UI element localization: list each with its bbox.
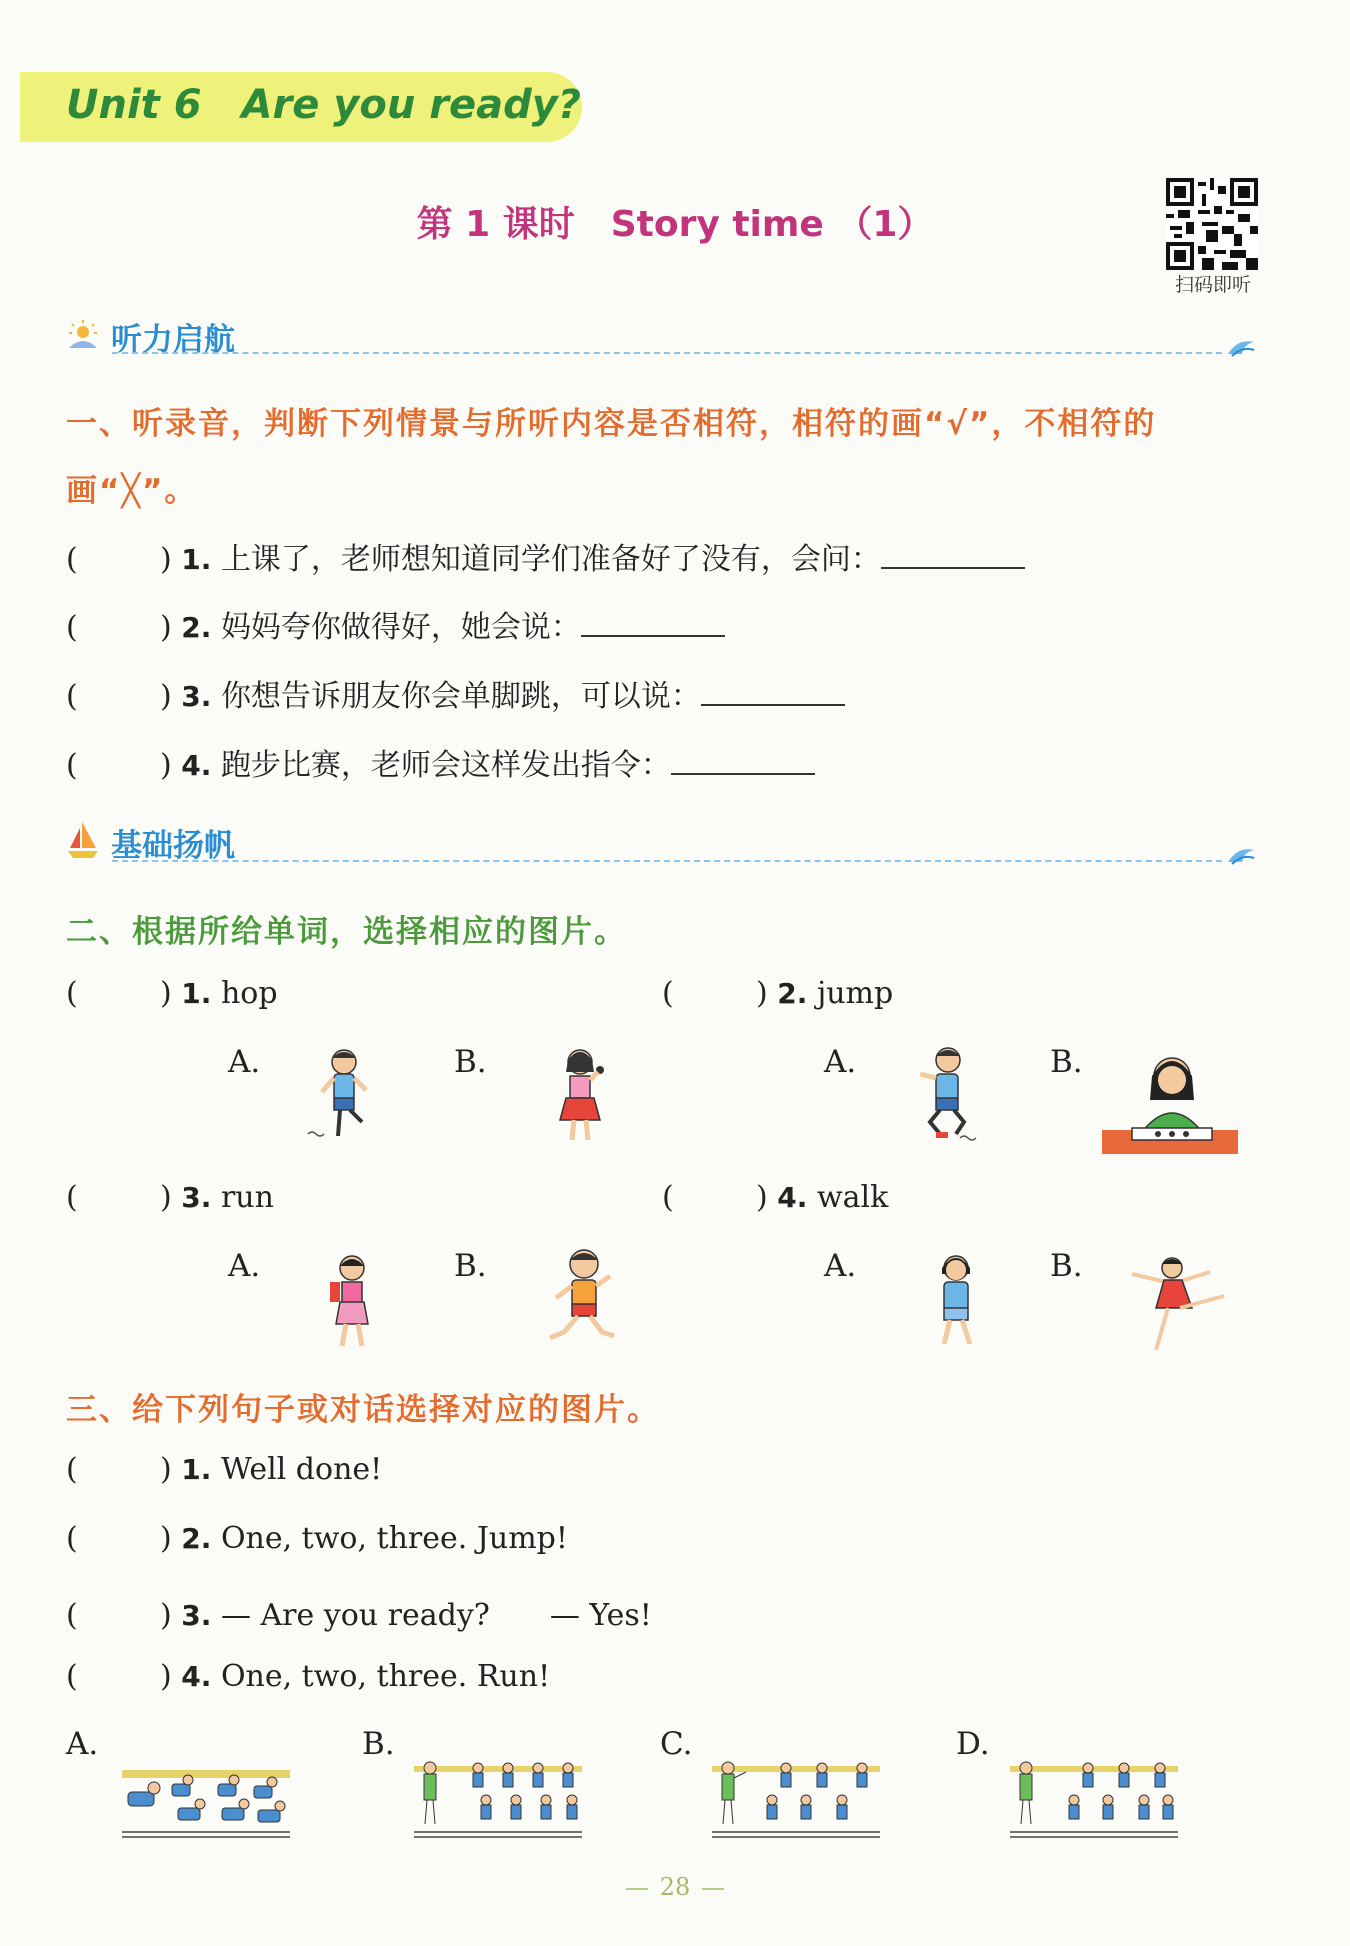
wave-icon (1226, 842, 1256, 866)
option-label: B. (1050, 1248, 1083, 1284)
option-label: B. (1050, 1044, 1083, 1080)
girl-dancing-picture[interactable] (1126, 1254, 1230, 1354)
unit-title: Are you ready? (241, 82, 581, 128)
qr-code-icon[interactable] (1166, 178, 1258, 270)
answer-paren-close: ) (160, 748, 172, 783)
wave-icon (1226, 334, 1256, 358)
kids-jumping-picture[interactable] (414, 1756, 582, 1844)
answer-paren-close: ) (756, 976, 768, 1011)
page-number: 28 (659, 1873, 691, 1901)
kids-ready-picture[interactable] (1010, 1756, 1178, 1844)
section-heading-basics: 基础扬帆 (111, 828, 235, 864)
item-number: 3. (181, 1181, 212, 1214)
answer-paren-close: ) (160, 542, 172, 577)
item-number: 4. (181, 749, 212, 782)
option-label: A. (824, 1248, 857, 1284)
kids-crouching-picture[interactable] (122, 1762, 290, 1844)
answer-paren-close: ) (160, 1452, 172, 1487)
option-label: A. (824, 1044, 857, 1080)
boy-hopping-picture[interactable] (300, 1044, 386, 1144)
girl-walking-blue-picture[interactable] (922, 1250, 992, 1354)
option-label: D. (956, 1726, 990, 1762)
item-word: walk (816, 1180, 889, 1215)
answer-paren-open[interactable]: ( (662, 976, 674, 1011)
unit-number: Unit 6 (66, 82, 202, 128)
sailboat-icon (66, 820, 100, 860)
page-footer (0, 1873, 1350, 1901)
q2-title: 二、根据所给单词，选择相应的图片。 (66, 914, 627, 950)
option-label: A. (228, 1044, 261, 1080)
item-text: One, two, three. Run! (220, 1659, 551, 1694)
option-label: A. (228, 1248, 261, 1284)
answer-blank[interactable] (881, 543, 1025, 569)
answer-blank[interactable] (671, 749, 815, 775)
answer-paren-close: ) (160, 976, 172, 1011)
boy-jumping-picture[interactable] (900, 1044, 988, 1144)
option-label: B. (454, 1248, 487, 1284)
item-number: 4. (777, 1181, 808, 1214)
unit-heading (66, 82, 581, 128)
section-heading-listening: 听力启航 (111, 322, 235, 358)
answer-paren-open[interactable]: ( (66, 748, 78, 783)
item-number: 2. (181, 1522, 212, 1555)
kids-running-picture[interactable] (712, 1756, 880, 1844)
answer-paren-open[interactable]: ( (66, 976, 78, 1011)
item-number: 1. (181, 543, 212, 576)
item-text: 上课了，老师想知道同学们准备好了没有，会问： (220, 542, 881, 577)
q1-item-1 (66, 534, 1025, 578)
q1-title-line1: 一、听录音，判断下列情景与所听内容是否相符，相符的画“√”，不相符的 (66, 406, 1157, 442)
q3-item-1 (66, 1452, 382, 1487)
answer-paren-close: ) (160, 610, 172, 645)
item-number: 3. (181, 1599, 212, 1632)
option-label: B. (454, 1044, 487, 1080)
house-sun-icon (66, 318, 100, 352)
answer-paren-close: ) (160, 1659, 172, 1694)
footer-rule (626, 1888, 648, 1890)
answer-paren-open[interactable]: ( (66, 679, 78, 714)
item-number: 4. (181, 1660, 212, 1693)
answer-paren-close: ) (160, 1180, 172, 1215)
section-divider (112, 352, 1222, 354)
q2-item-2 (662, 976, 893, 1011)
item-number: 1. (181, 1453, 212, 1486)
answer-paren-open[interactable]: ( (662, 1180, 674, 1215)
girl-drawing-picture[interactable] (1102, 1050, 1238, 1154)
option-label: B. (362, 1726, 395, 1762)
item-text: 跑步比赛，老师会这样发出指令： (220, 748, 671, 783)
answer-blank[interactable] (701, 680, 845, 706)
q3-title: 三、给下列句子或对话选择对应的图片。 (66, 1392, 660, 1428)
footer-rule (702, 1888, 724, 1890)
item-text: 你想告诉朋友你会单脚跳，可以说： (220, 679, 701, 714)
answer-paren-open[interactable]: ( (66, 542, 78, 577)
item-number: 2. (181, 611, 212, 644)
item-number: 2. (777, 977, 808, 1010)
answer-paren-open[interactable]: ( (66, 1598, 78, 1633)
item-number: 1. (181, 977, 212, 1010)
q1-item-4 (66, 740, 815, 784)
answer-paren-close: ) (160, 679, 172, 714)
answer-paren-open[interactable]: ( (66, 1659, 78, 1694)
q2-item-3 (66, 1180, 274, 1215)
q2-item-1 (66, 976, 278, 1011)
lesson-title: 第 1 课时 Story time （1） (416, 204, 934, 245)
girl-walking-picture[interactable] (318, 1250, 388, 1354)
answer-paren-open[interactable]: ( (66, 1180, 78, 1215)
item-text: — Are you ready? — Yes! (220, 1598, 652, 1633)
item-word: hop (220, 976, 278, 1011)
q2-item-4 (662, 1180, 888, 1215)
item-word: run (220, 1180, 274, 1215)
answer-paren-close: ) (756, 1180, 768, 1215)
answer-paren-close: ) (160, 1598, 172, 1633)
item-text: One, two, three. Jump! (220, 1521, 568, 1556)
item-word: jump (816, 976, 894, 1011)
item-text: Well done! (220, 1452, 383, 1487)
answer-paren-close: ) (160, 1521, 172, 1556)
item-number: 3. (181, 680, 212, 713)
boy-running-picture[interactable] (536, 1246, 626, 1354)
option-label: A. (66, 1726, 99, 1762)
option-label: C. (660, 1726, 693, 1762)
answer-paren-open[interactable]: ( (66, 610, 78, 645)
answer-paren-open[interactable]: ( (66, 1452, 78, 1487)
answer-blank[interactable] (581, 611, 725, 637)
q3-item-3 (66, 1590, 652, 1634)
answer-paren-open[interactable]: ( (66, 1521, 78, 1556)
q1-item-2 (66, 602, 725, 646)
q1-item-3 (66, 671, 845, 715)
q1-title-line2: 画“╳”。 (66, 473, 198, 509)
section-divider (112, 860, 1222, 862)
qr-label: 扫码即听 (1174, 274, 1251, 296)
q3-item-4 (66, 1659, 550, 1694)
q3-item-2 (66, 1521, 568, 1556)
girl-singing-picture[interactable] (540, 1044, 626, 1148)
item-text: 妈妈夸你做得好，她会说： (220, 610, 581, 645)
